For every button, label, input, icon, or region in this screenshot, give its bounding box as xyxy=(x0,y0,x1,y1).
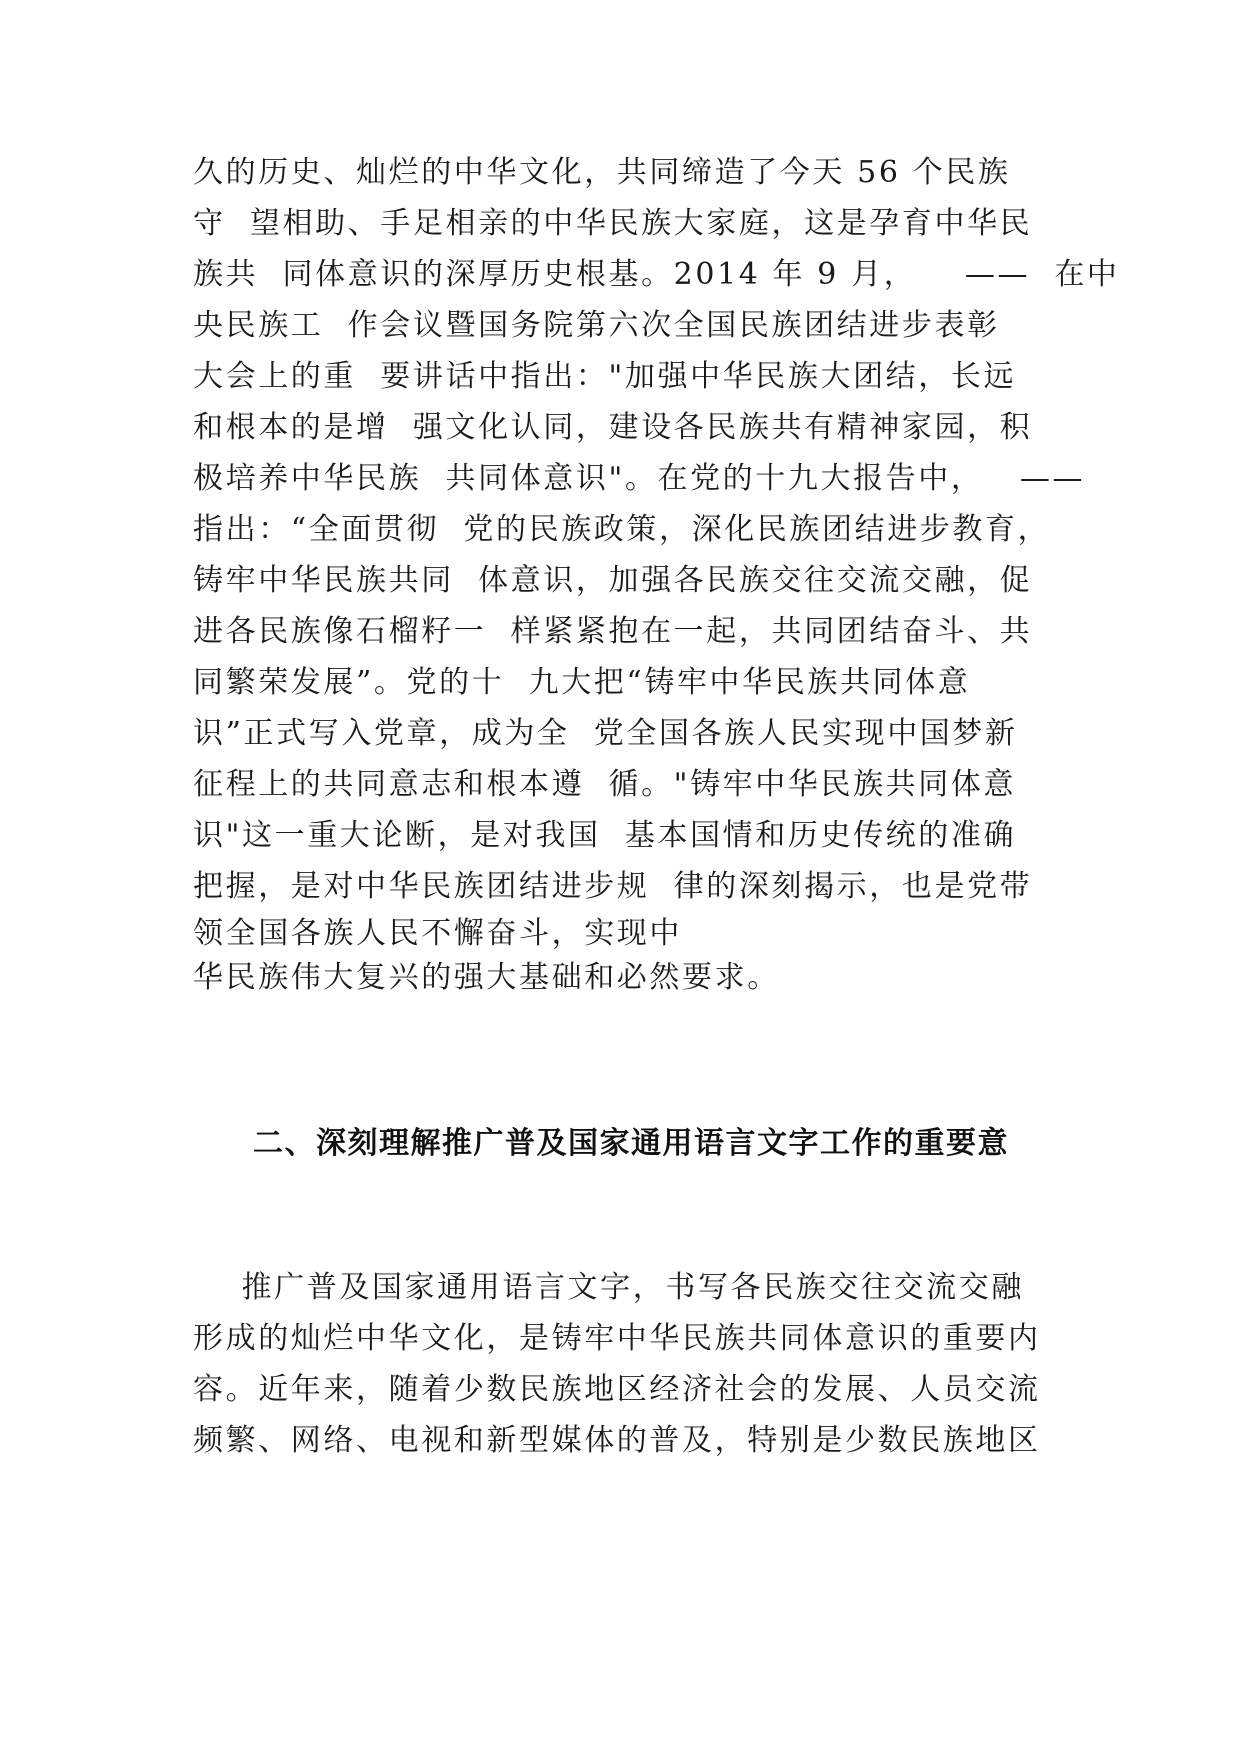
text-line: 容。近年来，随着少数民族地区经济社会的发展、人员交流 xyxy=(193,1372,1041,1407)
text-line: 进各民族像石榴籽一 样紧紧抱在一起，共同团结奋斗、共 xyxy=(193,614,1033,649)
text-line: 识"这一重大论断，是对我国 基本国情和历史传统的准确 xyxy=(193,818,1017,853)
text-line: 大会上的重 要讲话中指出："加强中华民族大团结，长远 xyxy=(193,359,1017,394)
text-line: 铸牢中华民族共同 体意识，加强各民族交往交流交融，促 xyxy=(193,563,1033,598)
text-line: 同繁荣发展”。党的十 九大把“铸牢中华民族共同体意 xyxy=(193,665,971,700)
text-line: 极培养中华民族 共同体意识"。在党的十九大报告中， —— xyxy=(193,461,1086,496)
text-line: 形成的灿烂中华文化，是铸牢中华民族共同体意识的重要内 xyxy=(193,1321,1041,1356)
section-heading: 二、深刻理解推广普及国家通用语言文字工作的重要意 xyxy=(253,1126,1009,1161)
text-line: 频繁、网络、电视和新型媒体的普及，特别是少数民族地区 xyxy=(193,1423,1041,1458)
text-line: 征程上的共同意志和根本遵 循。"铸牢中华民族共同体意 xyxy=(193,767,1017,802)
text-line: 华民族伟大复兴的强大基础和必然要求。 xyxy=(193,960,780,995)
text-line: 领全国各族人民不懈奋斗，实现中 xyxy=(193,916,682,951)
text-line: 识”正式写入党章，成为全 党全国各族人民实现中国梦新 xyxy=(193,716,1018,751)
text-line: 推广普及国家通用语言文字，书写各民族交往交流交融 xyxy=(193,1270,1024,1305)
text-line: 和根本的是增 强文化认同，建设各民族共有精神家园，积 xyxy=(193,410,1033,445)
text-line: 族共 同体意识的深厚历史根基。2014 年 9 月， —— 在中 xyxy=(193,257,1120,292)
text-line: 央民族工 作会议暨国务院第六次全国民族团结进步表彰 xyxy=(193,308,1000,343)
text-line: 指出：“全面贯彻 党的民族政策，深化民族团结进步教育， xyxy=(193,512,1051,547)
text-line: 久的历史、灿烂的中华文化，共同缔造了今天 56 个民族 xyxy=(193,155,1011,190)
text-line: 把握，是对中华民族团结进步规 律的深刻揭示，也是党带 xyxy=(193,869,1033,904)
text-line: 守 望相助、手足相亲的中华民族大家庭，这是孕育中华民 xyxy=(193,206,1033,241)
